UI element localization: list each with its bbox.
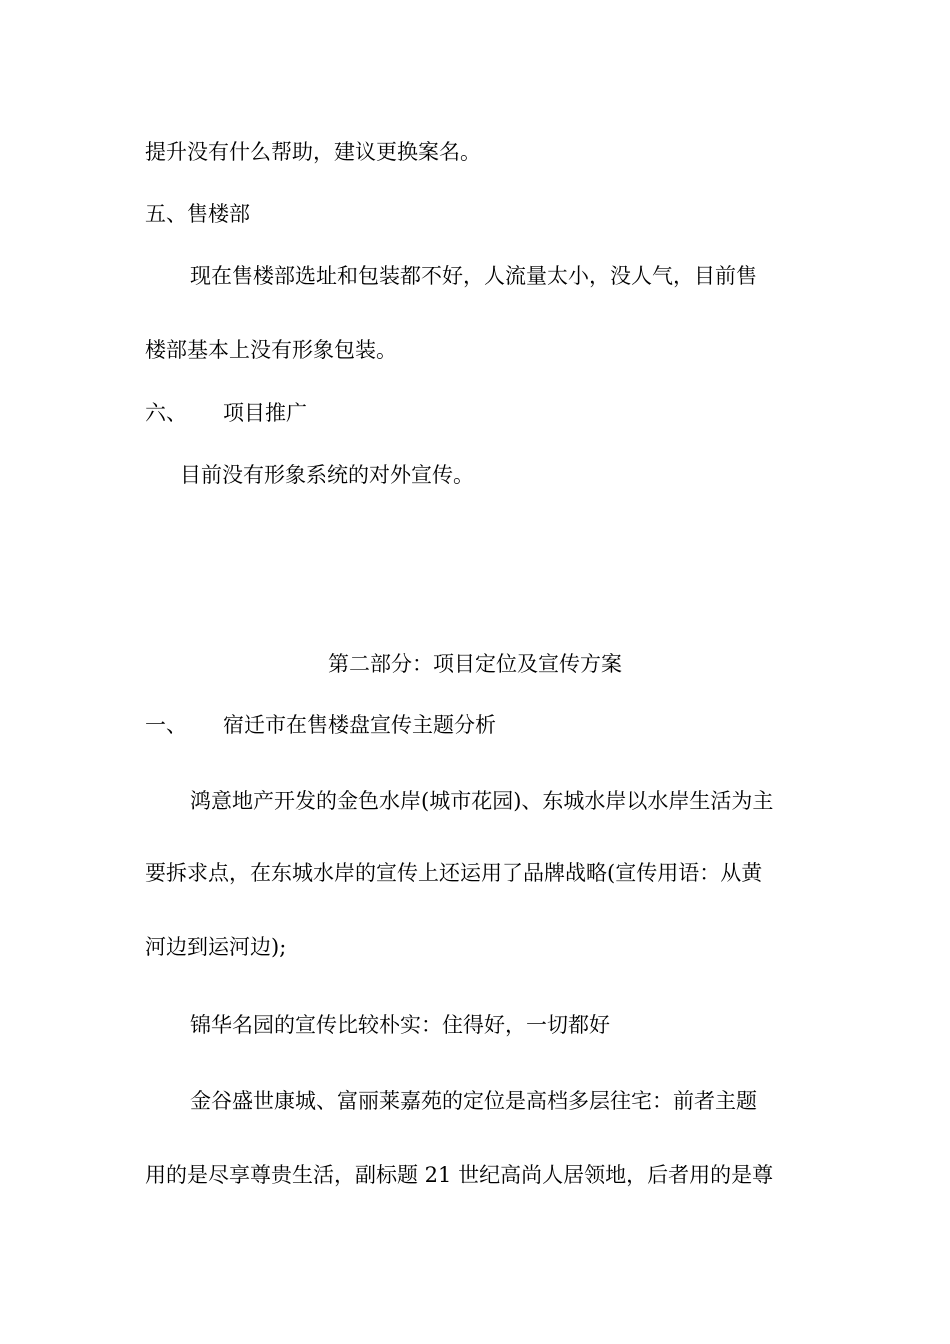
section-number: 六、 <box>145 401 187 425</box>
paragraph-line: 河边到运河边); <box>145 935 287 959</box>
section-title: 项目推广 <box>223 401 307 425</box>
paragraph-line: 楼部基本上没有形象包装。 <box>145 338 397 362</box>
paragraph-line: 用的是尽享尊贵生活，副标题 21 世纪高尚人居领地，后者用的是尊 <box>145 1163 774 1187</box>
paragraph-line: 提升没有什么帮助，建议更换案名。 <box>145 140 481 164</box>
paragraph-line: 金谷盛世康城、富丽莱嘉苑的定位是高档多层往宅：前者主题 <box>190 1089 757 1113</box>
section-title: 宿迁市在售楼盘宣传主题分析 <box>223 713 496 737</box>
paragraph-line: 锦华名园的宣传比较朴实：住得好，一切都好 <box>190 1013 610 1037</box>
paragraph-line: 目前没有形象系统的对外宣传。 <box>180 463 474 487</box>
section-heading-one <box>145 710 496 740</box>
section-heading-six <box>145 398 307 428</box>
section-heading-five: 五、售楼部 <box>145 202 250 226</box>
paragraph-line: 要拆求点，在东城水岸的宣传上还运用了品牌战略(宣传用语：从黄 <box>145 861 763 885</box>
paragraph-line: 现在售楼部选址和包装都不好，人流量太小，没人气，目前售 <box>190 264 757 288</box>
part-title: 第二部分：项目定位及宣传方案 <box>328 652 622 676</box>
section-number: 一、 <box>145 713 187 737</box>
paragraph-line: 鸿意地产开发的金色水岸(城市花园)、东城水岸以水岸生活为主 <box>190 789 774 813</box>
